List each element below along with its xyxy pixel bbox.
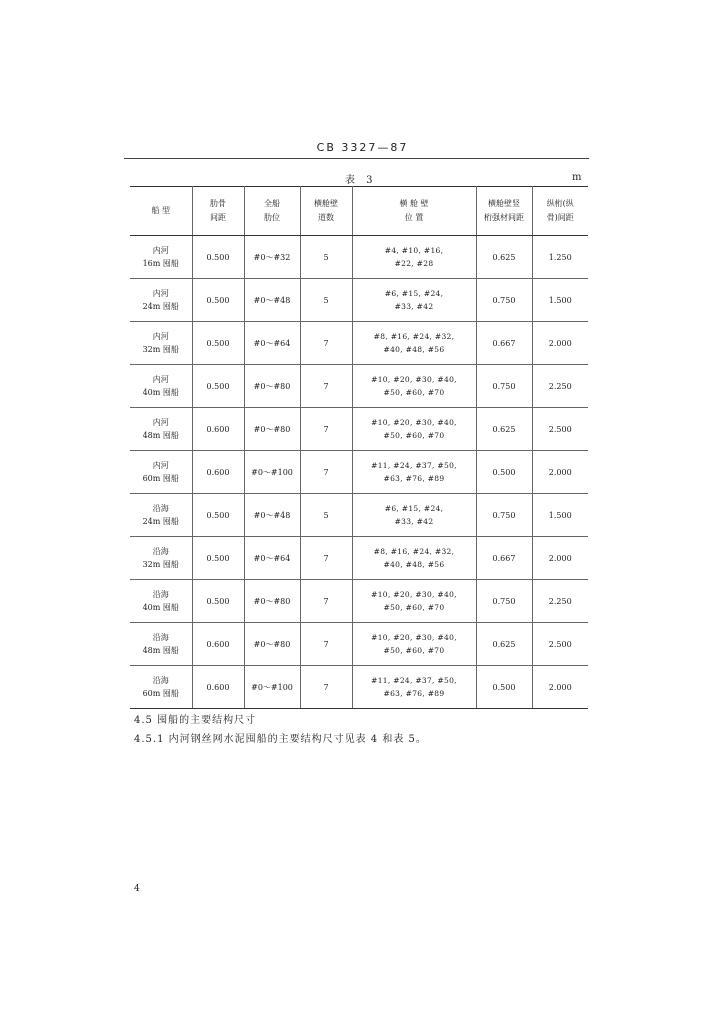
girder-spacing-cell: 2.000 — [532, 451, 588, 494]
frames-cell: #0～#48 — [244, 494, 300, 537]
ship-type-cell: 沿海 60m 囤船 — [130, 666, 192, 709]
stiffener-spacing-cell: 0.625 — [476, 236, 532, 279]
bulkhead-count-cell: 7 — [300, 666, 352, 709]
ship-type-cell: 内河 48m 囤船 — [130, 408, 192, 451]
stiffener-spacing-cell: 0.750 — [476, 494, 532, 537]
bulkhead-count-cell: 5 — [300, 279, 352, 322]
ship-type-cell: 内河 60m 囤船 — [130, 451, 192, 494]
stiffener-spacing-cell: 0.667 — [476, 537, 532, 580]
girder-spacing-cell: 1.500 — [532, 494, 588, 537]
frame-spacing-cell: 0.500 — [192, 279, 244, 322]
stiffener-spacing-cell: 0.500 — [476, 451, 532, 494]
frames-cell: #0～#80 — [244, 365, 300, 408]
section-4-5-heading: 4.5 囤船的主要结构尺寸 — [134, 715, 257, 726]
girder-spacing-cell: 1.250 — [532, 236, 588, 279]
table-row — [130, 666, 588, 709]
frames-cell: #0～#32 — [244, 236, 300, 279]
document-code: CB 3327—87 — [316, 141, 409, 154]
frame-spacing-cell: 0.600 — [192, 623, 244, 666]
header-rule — [124, 158, 589, 159]
bulkhead-count-cell: 7 — [300, 451, 352, 494]
frame-spacing-cell: 0.600 — [192, 451, 244, 494]
girder-spacing-cell: 2.000 — [532, 322, 588, 365]
frames-cell: #0～#80 — [244, 580, 300, 623]
frame-spacing-cell: 0.600 — [192, 666, 244, 709]
stiffener-spacing-cell: 0.667 — [476, 322, 532, 365]
bulkhead-count-cell: 7 — [300, 580, 352, 623]
ship-type-cell: 内河 16m 囤船 — [130, 236, 192, 279]
bulkhead-count-cell: 7 — [300, 408, 352, 451]
table-row — [130, 537, 588, 580]
bulkhead-positions-cell: #8, #16, #24, #32, #40, #48, #56 — [352, 537, 476, 580]
table-row — [130, 494, 588, 537]
bulkhead-positions-cell: #10, #20, #30, #40, #50, #60, #70 — [352, 580, 476, 623]
header-bulkhead-count: 横舱壁 道数 — [300, 187, 352, 236]
frame-spacing-cell: 0.500 — [192, 494, 244, 537]
page-number: 4 — [134, 884, 140, 894]
frame-spacing-cell: 0.500 — [192, 537, 244, 580]
bulkhead-table — [130, 186, 588, 709]
bulkhead-count-cell: 5 — [300, 236, 352, 279]
stiffener-spacing-cell: 0.750 — [476, 580, 532, 623]
bulkhead-positions-cell: #6, #15, #24, #33, #42 — [352, 279, 476, 322]
girder-spacing-cell: 2.500 — [532, 408, 588, 451]
frame-spacing-cell: 0.500 — [192, 236, 244, 279]
girder-spacing-cell: 2.500 — [532, 623, 588, 666]
girder-spacing-cell: 2.000 — [532, 537, 588, 580]
bulkhead-count-cell: 7 — [300, 537, 352, 580]
stiffener-spacing-cell: 0.750 — [476, 365, 532, 408]
ship-type-cell: 沿海 32m 囤船 — [130, 537, 192, 580]
table-header-row — [130, 187, 588, 236]
frames-cell: #0～#48 — [244, 279, 300, 322]
ship-type-cell: 沿海 48m 囤船 — [130, 623, 192, 666]
bulkhead-count-cell: 5 — [300, 494, 352, 537]
girder-spacing-cell: 2.000 — [532, 666, 588, 709]
header-ship-type: 船 型 — [130, 187, 192, 236]
frame-spacing-cell: 0.600 — [192, 408, 244, 451]
frame-spacing-cell: 0.500 — [192, 365, 244, 408]
table-row — [130, 236, 588, 279]
table-row — [130, 623, 588, 666]
frames-cell: #0～#64 — [244, 537, 300, 580]
section-4-5-1-text: 4.5.1 内河钢丝网水泥囤船的主要结构尺寸见表 4 和表 5。 — [134, 734, 427, 745]
table-row — [130, 365, 588, 408]
bulkhead-positions-cell: #10, #20, #30, #40, #50, #60, #70 — [352, 365, 476, 408]
bulkhead-positions-cell: #10, #20, #30, #40, #50, #60, #70 — [352, 623, 476, 666]
girder-spacing-cell: 2.250 — [532, 580, 588, 623]
bulkhead-count-cell: 7 — [300, 623, 352, 666]
header-frames: 全船 肋位 — [244, 187, 300, 236]
frame-spacing-cell: 0.500 — [192, 580, 244, 623]
ship-type-cell: 内河 32m 囤船 — [130, 322, 192, 365]
bulkhead-count-cell: 7 — [300, 322, 352, 365]
ship-type-cell: 内河 24m 囤船 — [130, 279, 192, 322]
bulkhead-positions-cell: #11, #24, #37, #50, #63, #76, #89 — [352, 666, 476, 709]
stiffener-spacing-cell: 0.500 — [476, 666, 532, 709]
girder-spacing-cell: 1.500 — [532, 279, 588, 322]
ship-type-cell: 沿海 40m 囤船 — [130, 580, 192, 623]
header-stiffener-spacing: 横舱壁竖 桁强材间距 — [476, 187, 532, 236]
ship-type-cell: 沿海 24m 囤船 — [130, 494, 192, 537]
bulkhead-count-cell: 7 — [300, 365, 352, 408]
table-row — [130, 279, 588, 322]
table-row — [130, 322, 588, 365]
bulkhead-positions-cell: #11, #24, #37, #50, #63, #76, #89 — [352, 451, 476, 494]
frames-cell: #0～#80 — [244, 408, 300, 451]
header-bulkhead-positions: 横 舱 壁 位 置 — [352, 187, 476, 236]
header-girder-spacing: 纵桁(纵 骨)间距 — [532, 187, 588, 236]
frames-cell: #0～#80 — [244, 623, 300, 666]
table-row — [130, 408, 588, 451]
girder-spacing-cell: 2.250 — [532, 365, 588, 408]
header-frame-spacing: 肋骨 间距 — [192, 187, 244, 236]
frames-cell: #0～#100 — [244, 666, 300, 709]
table-row — [130, 451, 588, 494]
stiffener-spacing-cell: 0.750 — [476, 279, 532, 322]
bulkhead-positions-cell: #4, #10, #16, #22, #28 — [352, 236, 476, 279]
table-row — [130, 580, 588, 623]
frames-cell: #0～#64 — [244, 322, 300, 365]
bulkhead-positions-cell: #6, #15, #24, #33, #42 — [352, 494, 476, 537]
stiffener-spacing-cell: 0.625 — [476, 408, 532, 451]
frames-cell: #0～#100 — [244, 451, 300, 494]
frame-spacing-cell: 0.500 — [192, 322, 244, 365]
bulkhead-positions-cell: #8, #16, #24, #32, #40, #48, #56 — [352, 322, 476, 365]
ship-type-cell: 内河 40m 囤船 — [130, 365, 192, 408]
stiffener-spacing-cell: 0.625 — [476, 623, 532, 666]
table-caption: 表 3 — [345, 175, 377, 186]
bulkhead-positions-cell: #10, #20, #30, #40, #50, #60, #70 — [352, 408, 476, 451]
table-unit: m — [572, 172, 582, 183]
